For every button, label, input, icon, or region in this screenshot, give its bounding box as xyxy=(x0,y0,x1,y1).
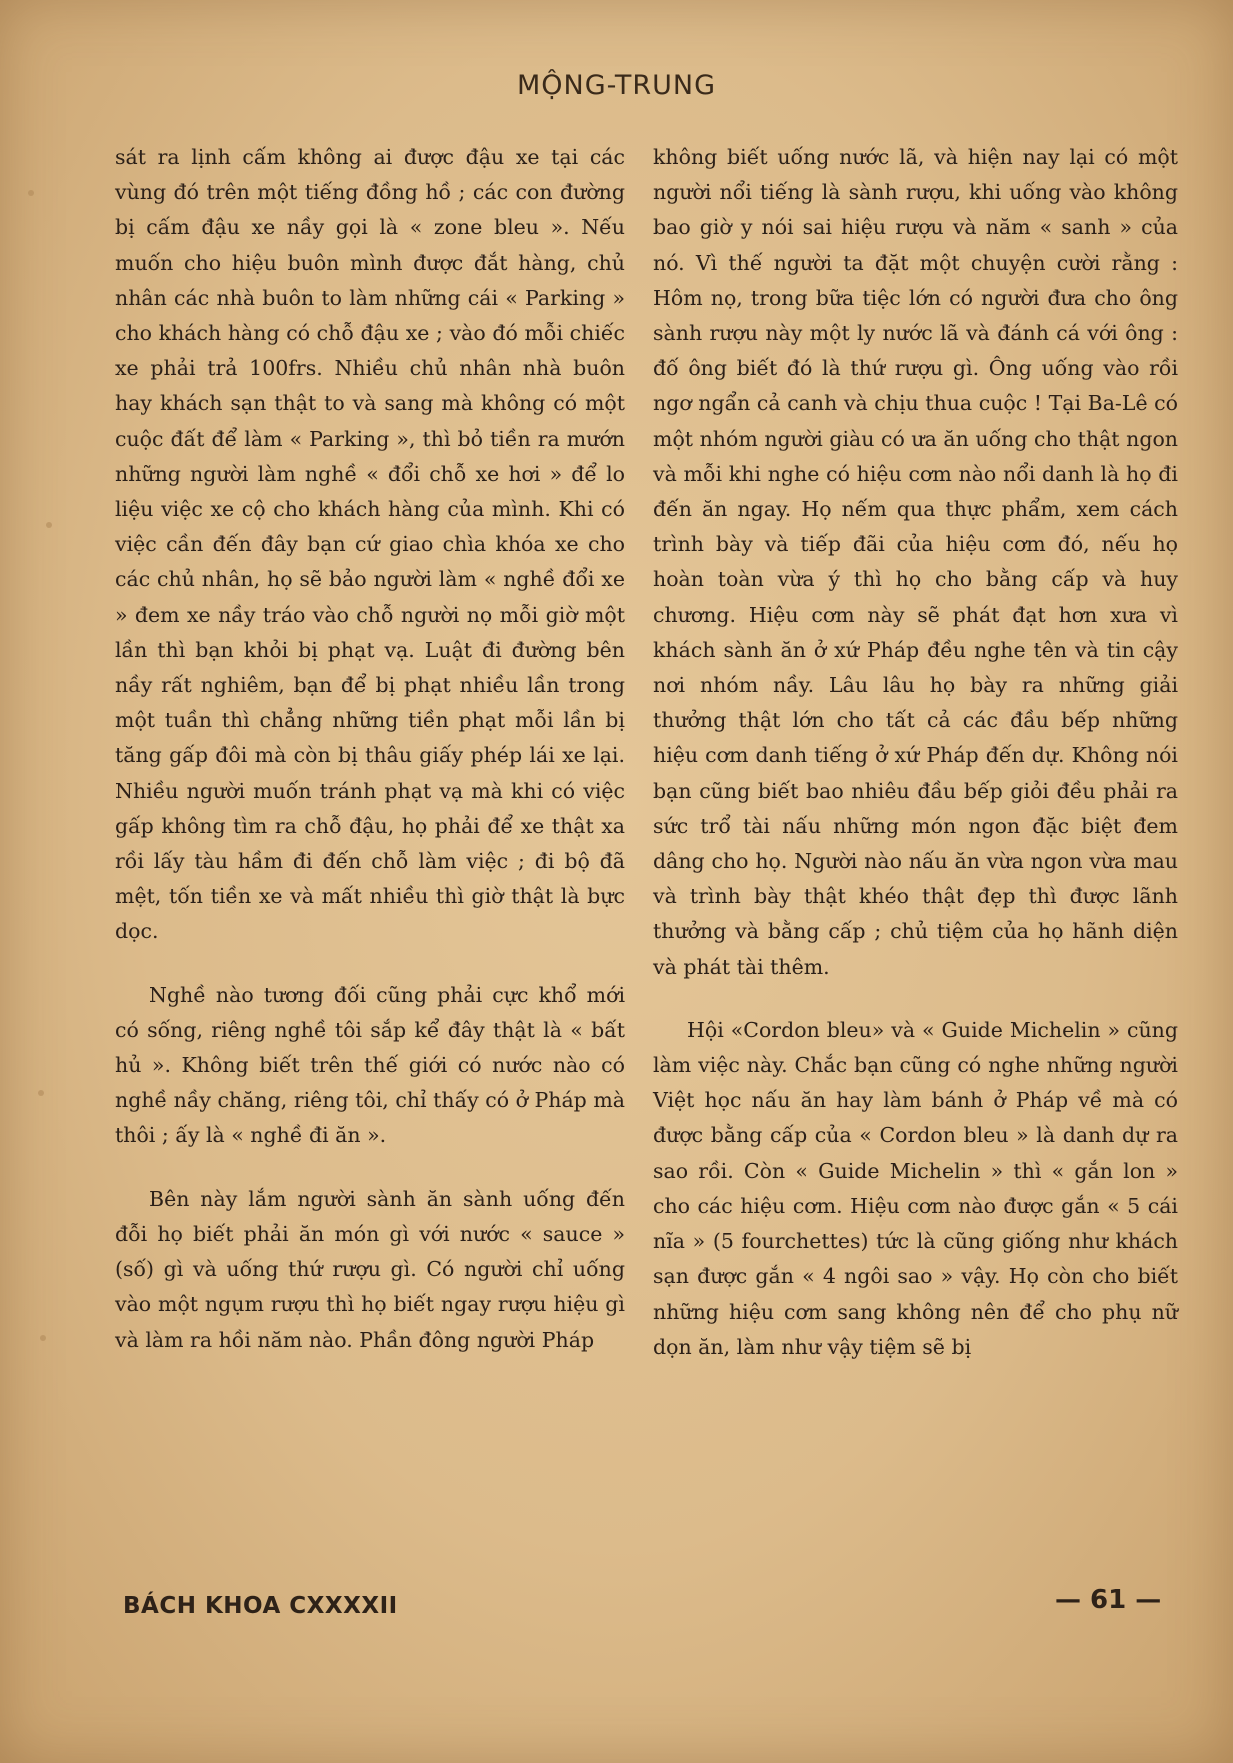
paper-speck xyxy=(28,190,34,196)
paper-speck xyxy=(46,522,52,528)
publication-name: BÁCH KHOA CXXXXII xyxy=(123,1593,398,1619)
page-number: — 61 — xyxy=(1055,1585,1162,1615)
paragraph: Nghề nào tương đối cũng phải cực khổ mới có sống, riêng nghề tôi sắp kể đây thật là « bất hủ ». Không biết trên thế giới có nước nào có nghề nầy chăng, riêng tôi, chỉ thấy có ở Pháp mà thôi ; ấy là « nghề đi ăn ». xyxy=(115,982,625,1148)
paragraph: Bên này lắm người sành ăn sành uống đến đỗi họ biết phải ăn món gì với nước « sauce » (số) gì và uống thứ rượu gì. Có người chỉ uống vào một ngụm rượu thì họ biết ngay rượu hiệu gì và làm ra hồi năm nào. Phần đông người Pháp xyxy=(115,1186,625,1352)
page-header: MỘNG-TRUNG xyxy=(516,70,717,101)
paper-speck xyxy=(38,1090,44,1096)
left-column xyxy=(115,140,625,1358)
paragraph: không biết uống nước lã, và hiện nay lại có một người nổi tiếng là sành rượu, khi uống vào không bao giờ y nói sai hiệu rượu và năm « sanh » của nó. Vì thế người ta đặt một chuyện cười rằng : Hôm nọ, trong bữa tiệc lớn có người đưa cho ông sành rượu này một ly nước lã và đánh cá với ông : đố ông biết đó là thứ rượu gì. Ông uống vào rồi ngơ ngẩn cả canh và chịu thua cuộc ! Tại Ba-Lê có một nhóm người giàu có ưa ăn uống cho thật ngon và mỗi khi nghe có hiệu cơm nào nổi danh là họ đi đến ăn ngay. Họ nếm qua thực phẩm, xem cách trình bày và tiếp đãi của hiệu cơm đó, nếu họ hoàn toàn vừa ý thì họ cho bằng cấp và huy chương. Hiệu cơm này sẽ phát đạt hơn xưa vì khách sành ăn ở xứ Pháp đều nghe tên và tin cậy nơi nhóm nầy. Lâu lâu họ bày ra những giải thưởng thật lớn cho tất cả các đầu bếp những hiệu cơm danh tiếng ở xứ Pháp đến dự. Không nói bạn cũng biết bao nhiêu đầu bếp giỏi đều phải ra sức trổ tài nấu những món ngon đặc biệt đem dâng cho họ. Người nào nấu ăn vừa ngon vừa mau và trình bày thật khéo thật đẹp thì được lãnh thưởng và bằng cấp ; chủ tiệm của họ hãnh diện và phát tài thêm. xyxy=(653,145,1178,979)
paper-speck xyxy=(40,1335,46,1341)
paragraph: Hội «Cordon bleu» và « Guide Michelin » cũng làm việc này. Chắc bạn cũng có nghe những người Việt học nấu ăn hay làm bánh ở Pháp về mà có được bằng cấp của « Cordon bleu » là danh dự ra sao rồi. Còn « Guide Michelin » thì « gắn lon » cho các hiệu cơm. Hiệu cơm nào được gắn « 5 cái nĩa » (5 fourchettes) tức là cũng giống như khách sạn được gắn « 4 ngôi sao » vậy. Họ còn cho biết những hiệu cơm sang không nên để cho phụ nữ dọn ăn, làm như vậy tiệm sẽ bị xyxy=(653,1017,1178,1359)
right-column xyxy=(653,140,1178,1365)
paragraph: sát ra lịnh cấm không ai được đậu xe tại các vùng đó trên một tiếng đồng hồ ; các con đường bị cấm đậu xe nầy gọi là « zone bleu ». Nếu muốn cho hiệu buôn mình được đắt hàng, chủ nhân các nhà buôn to làm những cái « Parking » cho khách hàng có chỗ đậu xe ; vào đó mỗi chiếc xe phải trả 100frs. Nhiều chủ nhân nhà buôn hay khách sạn thật to và sang mà không có một cuộc đất để làm « Parking », thì bỏ tiền ra mướn những người làm nghề « đổi chỗ xe hơi » để lo liệu việc xe cộ cho khách hàng của mình. Khi có việc cần đến đây bạn cứ giao chìa khóa xe cho các chủ nhân, họ sẽ bảo người làm « nghề đổi xe » đem xe nầy tráo vào chỗ người nọ mỗi giờ một lần thì bạn khỏi bị phạt vạ. Luật đi đường bên nầy rất nghiêm, bạn để bị phạt nhiều lần trong một tuần thì chẳng những tiền phạt mỗi lần bị tăng gấp đôi mà còn bị thâu giấy phép lái xe lại. Nhiều người muốn tránh phạt vạ mà khi có việc gấp không tìm ra chỗ đậu, họ phải để xe thật xa rồi lấy tàu hầm đi đến chỗ làm việc ; đi bộ đã mệt, tốn tiền xe và mất nhiều thì giờ thật là bực dọc. xyxy=(115,145,625,944)
